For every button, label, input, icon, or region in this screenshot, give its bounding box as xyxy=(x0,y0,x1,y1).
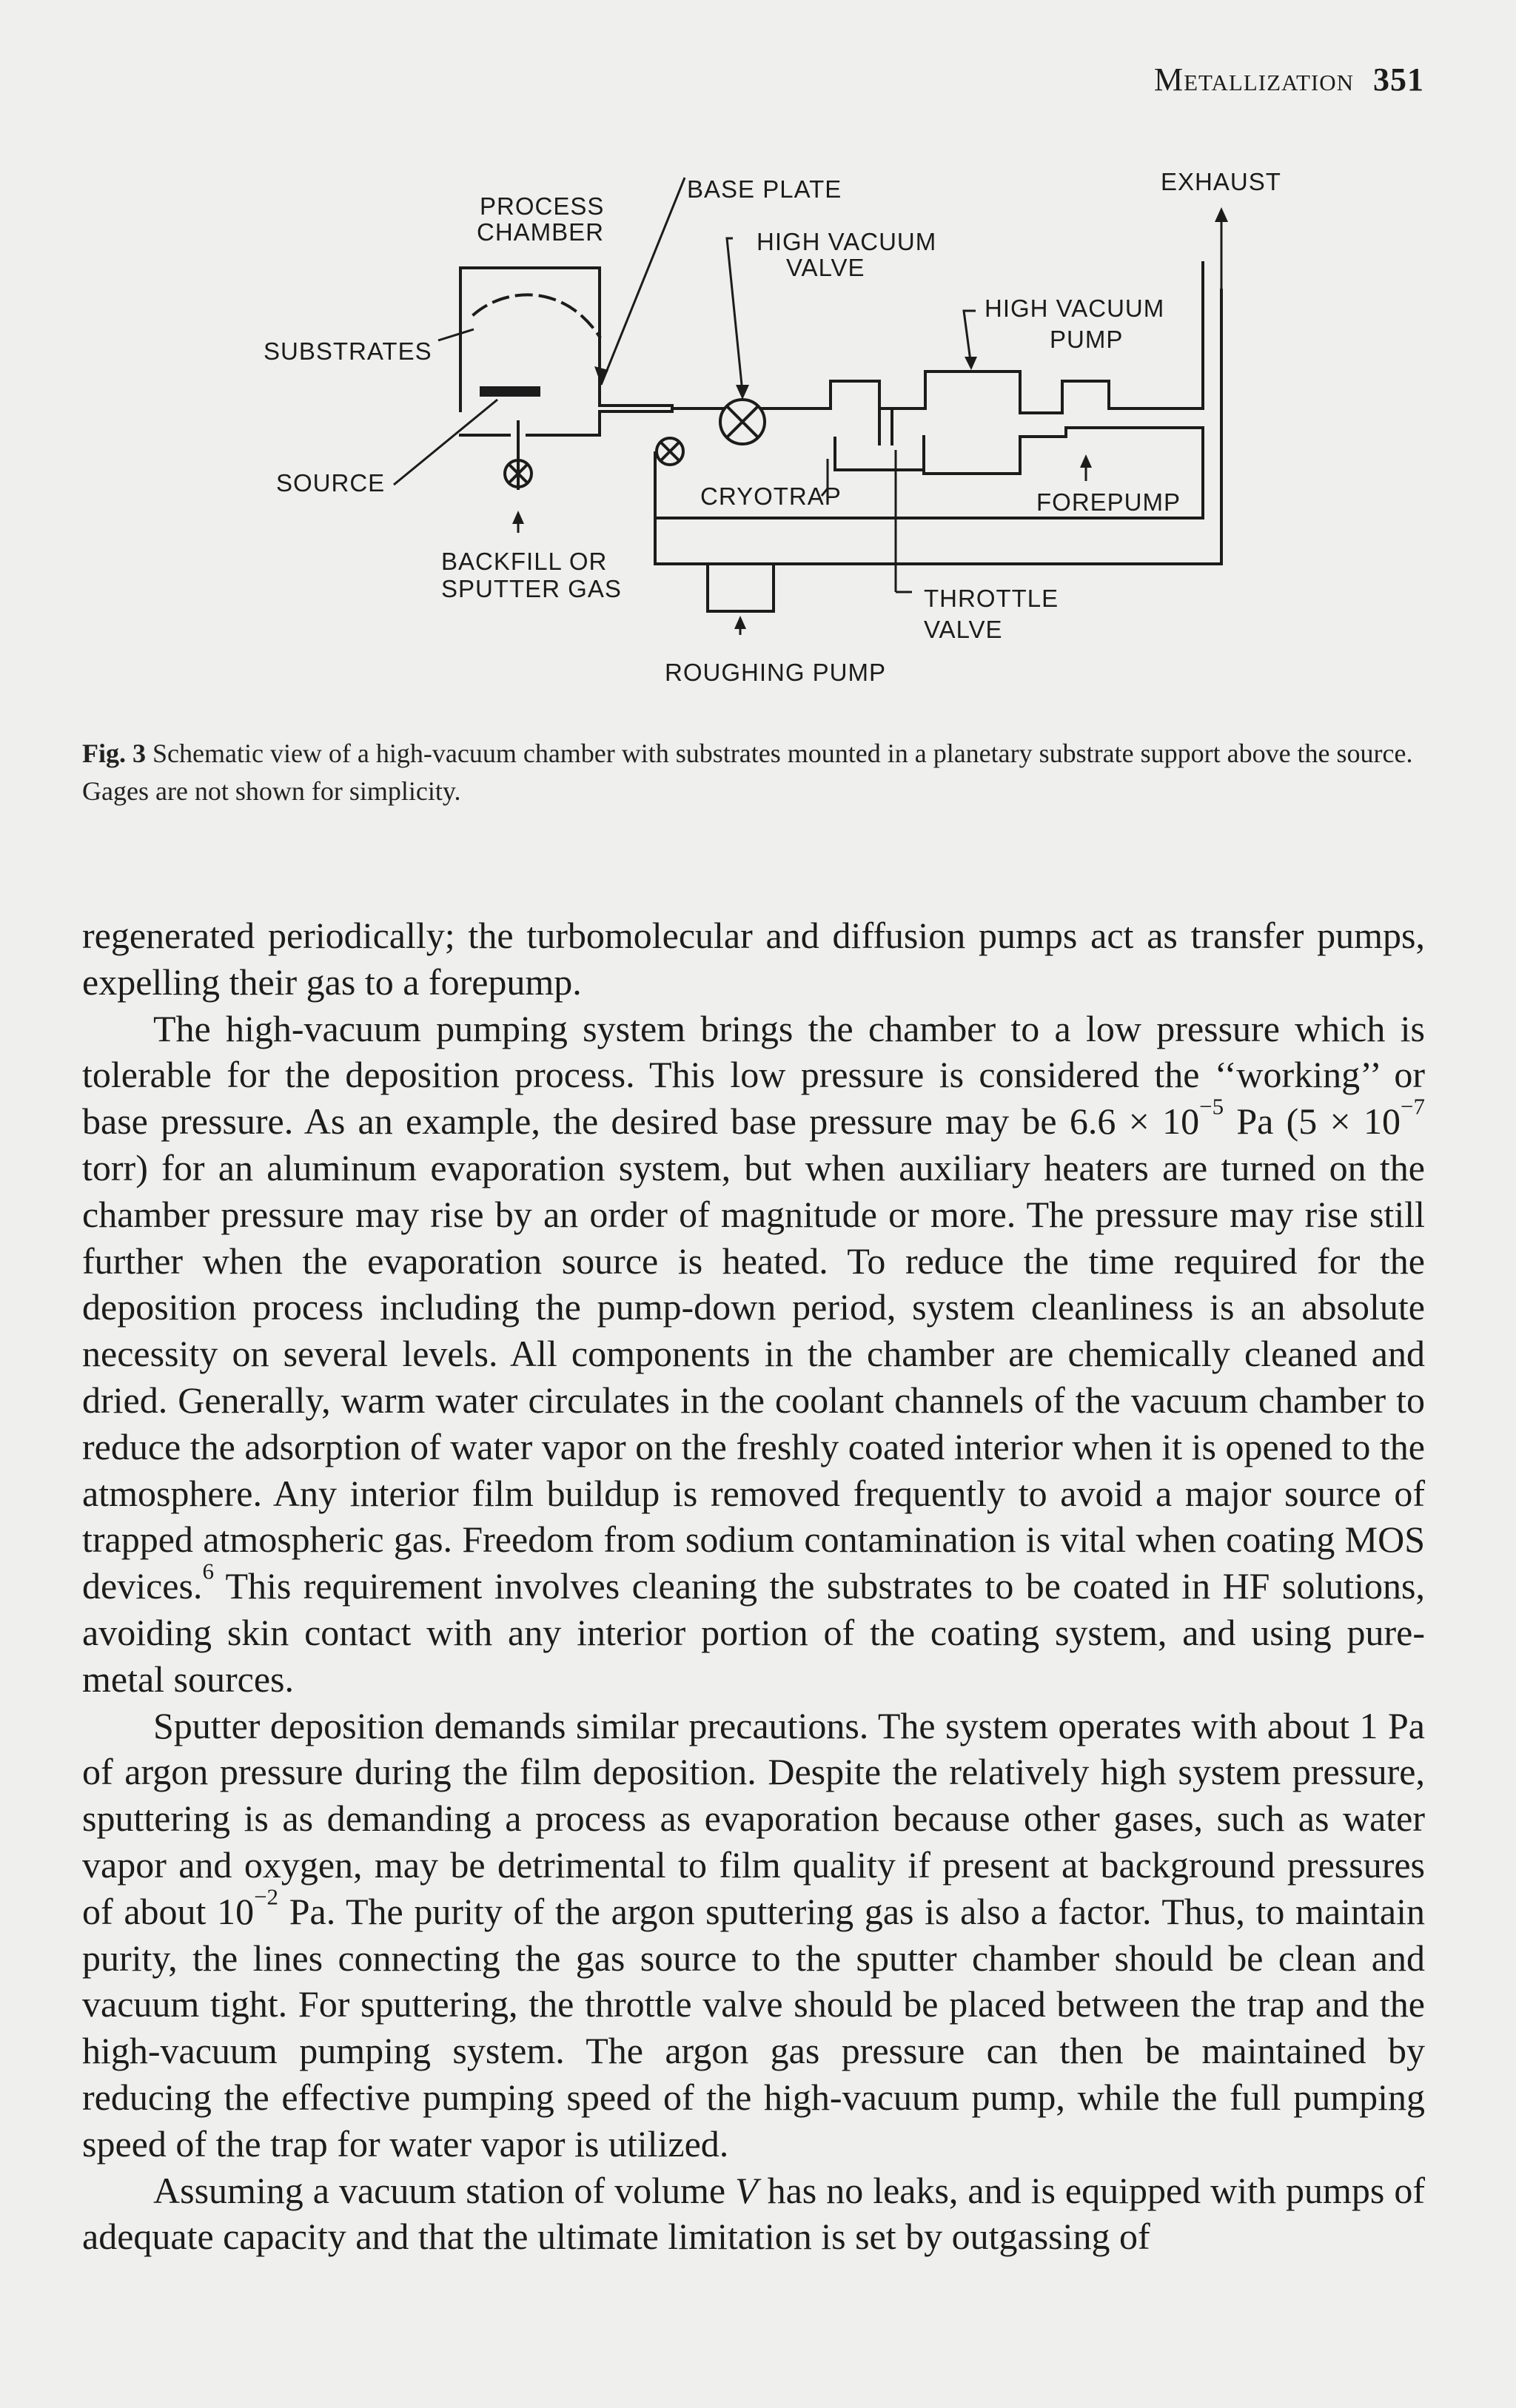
figure-label: Fig. 3 xyxy=(82,739,146,768)
paragraph-4 xyxy=(82,2167,1425,2261)
body-text xyxy=(82,912,1425,2260)
throttle-connector xyxy=(879,408,892,444)
paragraph-2-part-d: This requirement involves cleaning the substrates to be coated in HF solutions, avoiding skin contact with any interior portion of the coating system, and using pure-metal sources. xyxy=(82,1565,1425,1700)
roughing-pump-box xyxy=(708,564,774,611)
paragraph-2 xyxy=(82,1006,1425,1703)
label-exhaust: EXHAUST xyxy=(1161,168,1281,195)
label-throttle-valve-2: VALVE xyxy=(924,616,1003,643)
label-backfill-2: SPUTTER GAS xyxy=(441,575,622,602)
paragraph-1: regenerated periodically; the turbomolecular and diffusion pumps act as transfer pumps, expelling their gas to a forepump. xyxy=(82,915,1425,1003)
label-forepump: FOREPUMP xyxy=(1036,488,1181,516)
reference-6: 6 xyxy=(202,1558,214,1584)
label-throttle-valve-1: THROTTLE xyxy=(924,585,1059,612)
running-head-title: Metallization xyxy=(1153,61,1354,98)
paragraph-2-exponent-1: −5 xyxy=(1199,1093,1224,1120)
paragraph-2-exponent-2: −7 xyxy=(1401,1093,1425,1120)
label-high-vacuum-valve-2: VALVE xyxy=(786,254,865,281)
paragraph-3 xyxy=(82,1703,1425,2167)
label-process-chamber-2: CHAMBER xyxy=(477,218,605,246)
chamber-dome xyxy=(474,295,600,337)
paragraph-3-exponent: −2 xyxy=(254,1883,279,1910)
label-backfill-1: BACKFILL OR xyxy=(441,548,608,575)
label-source: SOURCE xyxy=(276,469,386,497)
figure-caption xyxy=(82,735,1429,810)
line-to-hvpump xyxy=(761,371,1203,413)
roughing-valve-icon xyxy=(657,438,683,465)
high-vacuum-valve-icon xyxy=(720,400,765,444)
paragraph-2-part-c: torr) for an aluminum evaporation system, but when auxiliary heaters are turned on the chamber pressure may rise by an order of magnitude or more. The pressure may rise still further when the evaporation source is heated. To reduce the time required for the deposition process including the pump-down period, system cleanliness is an absolute necessity on several levels. All components in the chamber are chemically cleaned and dried. Generally, warm water circulates in the coolant channels of the vacuum chamber to reduce the adsorption of water vapor on the freshly coated interior when it is opened to the atmosphere. Any interior film buildup is removed frequently to avoid a major source of trapped atmospheric gas. Freedom from sodium contamination is vital when coating MOS devices. xyxy=(82,1146,1425,1607)
paragraph-2-part-a: The high-vacuum pumping system brings the chamber to a low pressure which is tolerable for the deposition process. This low pressure is considered the ‘‘working’’ or base pressure. As an example, the desired base pressure may be 6.6 × 10 xyxy=(82,1007,1425,1143)
figure-vacuum-schematic xyxy=(0,0,1516,806)
substrate-holder xyxy=(480,386,540,397)
label-high-vacuum-valve-1: HIGH VACUUM xyxy=(757,228,937,255)
paragraph-4-part-a: Assuming a vacuum station of volume xyxy=(153,2169,736,2211)
page-number: 351 xyxy=(1373,61,1424,98)
vacuum-system-diagram xyxy=(0,0,1516,740)
figure-caption-text: Schematic view of a high-vacuum chamber with substrates mounted in a planetary substrate support above the source. Gages are not shown for simplicity. xyxy=(82,739,1413,806)
paragraph-3-part-a: Sputter deposition demands similar precautions. The system operates with about 1 Pa of argon pressure during the film deposition. Despite the relatively high system pressure, sputtering is as demanding a process as evaporation because other gases, such as water vapor and oxygen, may be detrimental to film quality if present at background pressures of about 10 xyxy=(82,1704,1425,1932)
paragraph-4-part-b: has no leaks, and is equipped with pumps of adequate capacity and that the ultimate limitation is set by outgassing of xyxy=(82,2169,1425,2258)
chamber-bottom-right xyxy=(527,411,672,435)
paragraph-3-part-b: Pa. The purity of the argon sputtering gas is also a factor. Thus, to maintain purity, the lines connecting the gas source to the sputter chamber should be clean and vacuum tight. For sputtering, the throttle valve should be placed between the trap and the high-vacuum pumping system. The argon gas pressure can then be maintained by reducing the effective pumping speed of the high-vacuum pump, while the full pumping speed of the trap for water vapor is utilized. xyxy=(82,1890,1426,2165)
label-high-vacuum-pump-1: HIGH VACUUM xyxy=(985,295,1165,322)
label-substrates: SUBSTRATES xyxy=(264,337,432,365)
label-high-vacuum-pump-2: PUMP xyxy=(1050,326,1124,353)
label-cryotrap: CRYOTRAP xyxy=(700,482,842,510)
paragraph-2-part-b: Pa (5 × 10 xyxy=(1224,1100,1401,1143)
label-roughing-pump: ROUGHING PUMP xyxy=(665,659,887,686)
label-base-plate: BASE PLATE xyxy=(687,175,842,203)
label-process-chamber-1: PROCESS xyxy=(480,192,605,220)
variable-v: V xyxy=(735,2169,758,2211)
